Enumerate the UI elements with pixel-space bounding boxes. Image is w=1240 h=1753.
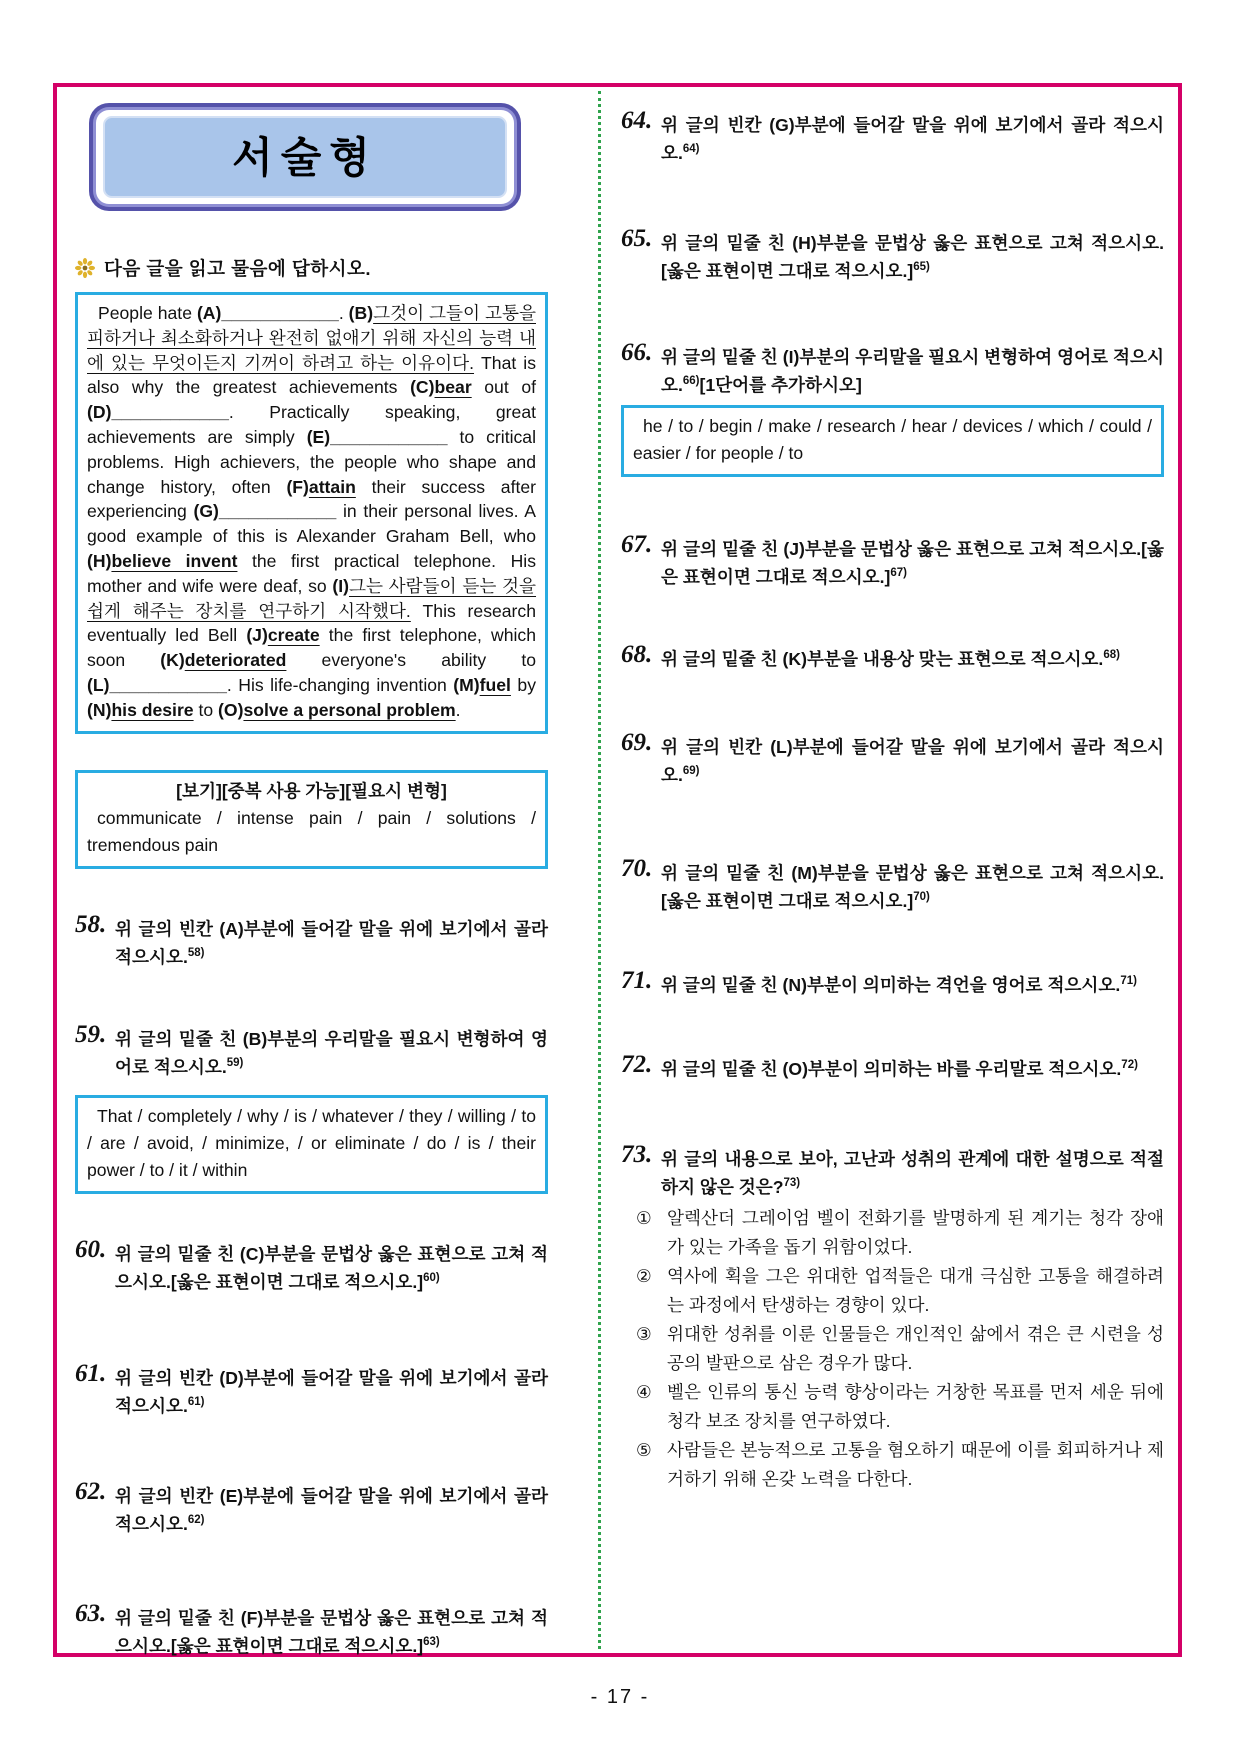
passage-segment: the first telephone, which soon	[87, 625, 536, 671]
question-66	[621, 339, 1164, 399]
question-text	[661, 229, 1164, 285]
question-number: 65.	[621, 225, 653, 252]
passage-segment: in their personal lives. A good example of this is Alexander Graham Bell, who	[87, 501, 537, 547]
flower-icon	[75, 258, 95, 278]
question-label: 위 글의 밑줄 친 (H)부분을 문법상 옳은 표현으로 고쳐 적으시오.[옳은 표현이면 그대로 적으시오.]	[661, 233, 1164, 281]
question-text	[115, 1025, 548, 1081]
question-number: 70.	[621, 855, 653, 882]
choice-text: 위대한 성취를 이룬 인물들은 개인적인 삶에서 겪은 큰 시련을 성공의 발판으로 삼은 경우가 많다.	[667, 1324, 1164, 1373]
passage-segment: deteriorated	[184, 650, 287, 671]
choice-marker: ①	[636, 1208, 652, 1228]
footnote-number: 68)	[1103, 649, 1120, 662]
question-number: 71.	[621, 967, 653, 994]
passage-segment: (A)	[196, 303, 222, 323]
choice-text: 사람들은 본능적으로 고통을 혐오하기 때문에 이를 회피하거나 제거하기 위해 온갖 노력을 다한다.	[667, 1440, 1164, 1489]
choice-4	[635, 1378, 1164, 1436]
footnote-number: 65)	[913, 261, 930, 274]
passage-segment: (O)	[218, 699, 244, 720]
question-label: 위 글의 빈칸 (E)부분에 들어갈 말을 위에 보기에서 골라 적으시오.	[115, 1485, 548, 1534]
choice-marker: ⑤	[636, 1440, 652, 1460]
question-number: 60.	[75, 1235, 107, 1263]
passage-segment: . His life-changing invention	[226, 674, 454, 695]
question-label: 위 글의 내용으로 보아, 고난과 성취의 관계에 대한 설명으로 적절하지 않은 것은?	[661, 1149, 1164, 1197]
passage-segment: his desire	[111, 699, 194, 720]
question-number: 66.	[621, 339, 653, 366]
passage-segment: ____________	[330, 426, 448, 447]
passage-segment: (G)	[193, 501, 219, 522]
passage-segment: the first practical telephone. His mother and wife were deaf, so	[87, 550, 536, 596]
footnote-number: 61)	[187, 1395, 205, 1408]
passage-box	[75, 292, 548, 734]
footnote-number: 67)	[890, 567, 907, 580]
choice-text: 알렉산더 그레이엄 벨이 전화기를 발명하게 된 계기는 청각 장애가 있는 가족을 돕기 위함이었다.	[667, 1208, 1164, 1257]
page-number: - 17 -	[590, 1686, 650, 1708]
passage-segment: solve a personal problem	[243, 699, 456, 720]
passage-segment: (H)	[87, 550, 112, 571]
question-text	[661, 733, 1164, 789]
vocab-box	[75, 770, 548, 869]
question-label: 위 글의 밑줄 친 (B)부분의 우리말을 필요시 변형하여 영어로 적으시오.	[115, 1028, 548, 1077]
page-border	[53, 83, 1182, 1657]
choice-text: 역사에 획을 그은 위대한 업적들은 대개 극심한 고통을 해결하려는 과정에서 탄생하는 경향이 있다.	[667, 1266, 1164, 1315]
question-62	[75, 1477, 548, 1538]
passage-segment: by	[510, 674, 536, 695]
passage-segment: ____________	[221, 303, 339, 323]
footnote-number: 71)	[1120, 975, 1137, 988]
question-suffix: [1단어를 추가하시오]	[699, 375, 862, 395]
question-63	[75, 1599, 548, 1660]
passage-segment: (N)	[87, 699, 112, 720]
passage-segment: ____________	[218, 501, 337, 522]
choice-marker: ②	[636, 1266, 652, 1286]
question-text	[115, 1604, 548, 1660]
choice-list	[635, 1204, 1164, 1494]
question-58	[75, 910, 548, 971]
passage-segment: (L)	[87, 674, 110, 695]
footnote-number: 59)	[226, 1056, 244, 1069]
question-label: 위 글의 밑줄 친 (K)부분을 내용상 맞는 표현으로 적으시오.	[661, 649, 1104, 669]
passage-segment: This research eventually led Bell	[87, 600, 536, 646]
passage-segment: (I)	[332, 575, 349, 596]
question-text	[661, 343, 1164, 399]
passage-segment: . Practically speaking, great achievements are simply	[87, 402, 536, 447]
question-label: 위 글의 밑줄 친 (C)부분을 문법상 옳은 표현으로 고쳐 적으시오.[옳은 표현이면 그대로 적으시오.]	[115, 1243, 548, 1292]
footnote-number: 69)	[682, 765, 700, 778]
passage-segment: (E)	[306, 426, 331, 447]
question-text	[661, 1055, 1164, 1083]
question-64	[621, 107, 1164, 167]
question-label: 위 글의 빈칸 (G)부분에 들어갈 말을 위에 보기에서 골라 적으시오.	[661, 115, 1164, 163]
right-question-flow	[621, 107, 1164, 1494]
passage-segment: That is also why the greatest achievements	[87, 352, 536, 398]
passage-segment: (K)	[160, 650, 185, 671]
passage-segment: (J)	[246, 625, 268, 646]
section-title-box	[89, 103, 521, 211]
passage-segment: fuel	[479, 674, 511, 695]
passage-segment: to	[193, 699, 219, 720]
footnote-number: 63)	[423, 1635, 440, 1648]
passage-segment: attain	[308, 476, 356, 497]
question-number: 61.	[75, 1359, 107, 1387]
passage-segment: believe invent	[111, 550, 238, 571]
question-number: 62.	[75, 1477, 107, 1505]
question-text	[661, 859, 1164, 915]
question-number: 68.	[621, 641, 653, 668]
passage-segment: their success after experiencing	[87, 476, 536, 522]
footnote-number: 66)	[682, 375, 700, 388]
passage-segment: (B)	[348, 303, 374, 323]
passage-segment: 그는 사람들이 듣는 것을 쉽게 해주는 장치를 연구하기 시작했다.	[87, 575, 537, 621]
instruction-text: 다음 글을 읽고 물음에 답하시오.	[104, 258, 372, 279]
choice-marker: ④	[636, 1382, 652, 1402]
passage-segment: create	[267, 625, 320, 646]
question-text	[115, 1364, 548, 1420]
footnote-number: 72)	[1121, 1059, 1138, 1072]
question-text	[661, 111, 1164, 167]
passage-segment: bear	[434, 377, 472, 398]
question-71	[621, 967, 1164, 999]
left-column	[57, 87, 598, 1656]
passage-segment: to critical problems. High achievers, the people who shape and change history, often	[87, 426, 536, 497]
left-question-flow	[75, 770, 548, 1660]
question-label: 위 글의 밑줄 친 (N)부분이 의미하는 격언을 영어로 적으시오.	[661, 975, 1121, 995]
question-number: 59.	[75, 1020, 107, 1048]
question-number: 64.	[621, 107, 653, 134]
question-number: 73.	[621, 1141, 653, 1168]
question-label: 위 글의 밑줄 친 (M)부분을 문법상 옳은 표현으로 고쳐 적으시오.[옳은 표현이면 그대로 적으시오.]	[661, 863, 1164, 911]
choice-3	[635, 1320, 1164, 1378]
question-59	[75, 1020, 548, 1081]
choice-2	[635, 1262, 1164, 1320]
question-number: 69.	[621, 729, 653, 756]
question-number: 67.	[621, 531, 653, 558]
passage-segment: ____________	[111, 402, 229, 423]
footnote-number: 60)	[423, 1271, 440, 1284]
question-70	[621, 855, 1164, 915]
question-text	[661, 645, 1164, 673]
word-bank-words: communicate / intense pain / pain / solutions / tremendous pain	[87, 807, 536, 855]
question-label: 위 글의 밑줄 친 (F)부분을 문법상 옳은 표현으로 고쳐 적으시오.[옳은 표현이면 그대로 적으시오.]	[115, 1607, 548, 1656]
passage-segment: .	[455, 699, 461, 720]
passage-segment: People hate	[98, 303, 197, 323]
word-bank-words: That / completely / why / is / whatever / they / willing / to / are / avoid, / minimize, / or eliminate / do / is / their power / to / it / within	[87, 1105, 536, 1180]
choice-5	[635, 1436, 1164, 1494]
question-text	[661, 971, 1164, 999]
question-72	[621, 1051, 1164, 1083]
question-number: 58.	[75, 910, 107, 938]
question-label: 위 글의 밑줄 친 (I)부분의 우리말을 필요시 변형하여 영어로 적으시오.	[661, 347, 1164, 395]
passage-segment: .	[338, 303, 349, 323]
choice-1	[635, 1204, 1164, 1262]
question-label: 위 글의 밑줄 친 (O)부분이 의미하는 바를 우리말로 적으시오.	[661, 1059, 1122, 1079]
choice-marker: ③	[636, 1324, 652, 1344]
passage-segment: (D)	[87, 402, 112, 423]
instruction-line	[75, 255, 548, 281]
passage-segment: ____________	[109, 674, 227, 695]
question-label: 위 글의 빈칸 (A)부분에 들어갈 말을 위에 보기에서 골라 적으시오.	[115, 918, 548, 967]
question-text	[115, 1240, 548, 1296]
word-bank-box-word66	[621, 405, 1164, 477]
question-68	[621, 641, 1164, 673]
question-text	[115, 1482, 548, 1538]
passage-segment: (C)	[410, 377, 435, 398]
passage-segment: 그것이 그들이 고통을 피하거나 최소화하거나 완전히 없애기 위해 자신의 능력 내에 있는 무엇이든지 기꺼이 하려고 하는 이유이다.	[87, 303, 536, 373]
passage-segment: (F)	[286, 476, 309, 497]
right-column	[601, 87, 1178, 1653]
footnote-number: 64)	[682, 143, 700, 156]
question-60	[75, 1235, 548, 1296]
question-text	[661, 1145, 1164, 1201]
question-65	[621, 225, 1164, 285]
title-ring-inner	[96, 110, 514, 204]
word-bank-box-word59	[75, 1095, 548, 1194]
question-label: 위 글의 밑줄 친 (J)부분을 문법상 옳은 표현으로 고쳐 적으시오.[옳은 표현이면 그대로 적으시오.]	[661, 539, 1164, 587]
question-69	[621, 729, 1164, 789]
footnote-number: 70)	[913, 891, 930, 904]
question-73	[621, 1141, 1164, 1494]
passage-segment: out of	[471, 377, 536, 398]
section-title: 서술형	[103, 116, 507, 198]
passage-segment: everyone's ability to	[286, 650, 536, 671]
question-label: 위 글의 빈칸 (D)부분에 들어갈 말을 위에 보기에서 골라 적으시오.	[115, 1367, 548, 1416]
footnote-number: 73)	[783, 1177, 801, 1190]
question-61	[75, 1359, 548, 1420]
question-label: 위 글의 빈칸 (L)부분에 들어갈 말을 위에 보기에서 골라 적으시오.	[661, 737, 1164, 785]
vocab-box-header: [보기][중복 사용 가능][필요시 변형]	[176, 780, 447, 801]
choice-text: 벨은 인류의 통신 능력 향상이라는 거창한 목표를 먼저 세운 뒤에 청각 보조 장치를 연구하였다.	[667, 1382, 1164, 1431]
question-text	[661, 535, 1164, 591]
footnote-number: 62)	[187, 1513, 205, 1526]
question-67	[621, 531, 1164, 591]
question-number: 72.	[621, 1051, 653, 1078]
footnote-number: 58)	[187, 946, 205, 959]
passage-text	[87, 301, 536, 723]
passage-segment: (M)	[453, 674, 480, 695]
title-ring-mid	[93, 107, 517, 207]
question-number: 63.	[75, 1599, 107, 1627]
question-text	[115, 915, 548, 971]
word-bank-words: he / to / begin / make / research / hear / devices / which / could / easier / for people / to	[633, 416, 1152, 463]
